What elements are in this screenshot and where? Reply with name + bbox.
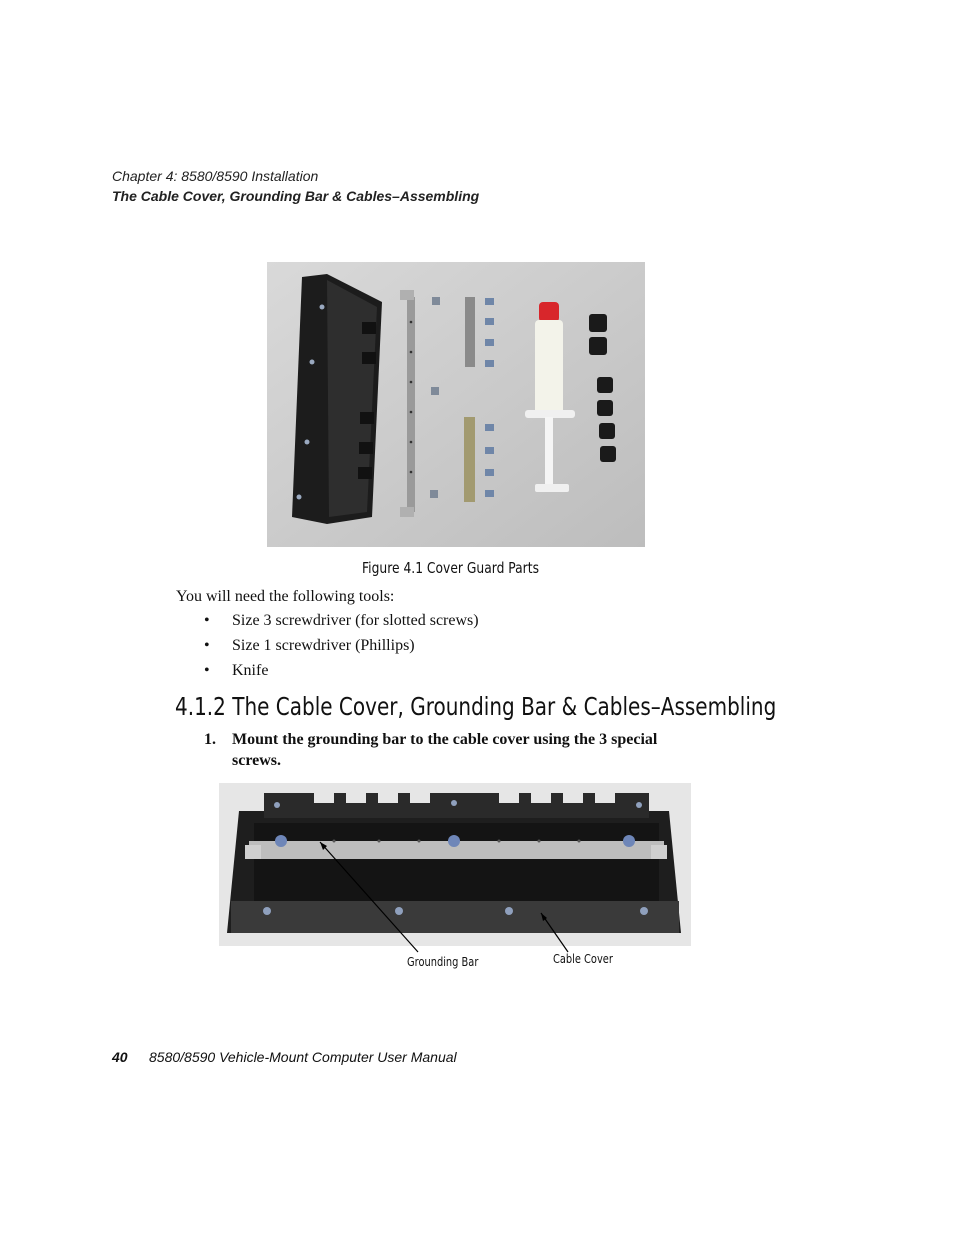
grounding-bar-callout-line [320,842,418,952]
footer-manual-title: 8580/8590 Vehicle-Mount Computer User Manual [149,1049,457,1065]
step-text: Mount the grounding bar to the cable cover using the 3 special screws. [232,731,658,769]
section-heading: 4.1.2 The Cable Cover, Grounding Bar & Cables–Assembling [175,692,777,721]
grounding-bar-label: Grounding Bar [407,955,479,969]
tool-item: Size 3 screwdriver (for slotted screws) [232,612,479,629]
running-header-section: The Cable Cover, Grounding Bar & Cables–Assembling [112,188,480,204]
tool-item: Size 1 screwdriver (Phillips) [232,637,415,654]
bullet-icon: • [204,612,210,629]
tools-intro: You will need the following tools: [176,588,395,605]
figure-4-1-caption: Figure 4.1 Cover Guard Parts [362,559,539,577]
tool-item: Knife [232,662,269,679]
running-header-chapter: Chapter 4: 8580/8590 Installation [112,168,319,184]
page-number: 40 [112,1049,128,1065]
bullet-icon: • [204,662,210,679]
cable-cover-label: Cable Cover [553,952,613,966]
step-number: 1. [204,731,216,748]
bullet-icon: • [204,637,210,654]
